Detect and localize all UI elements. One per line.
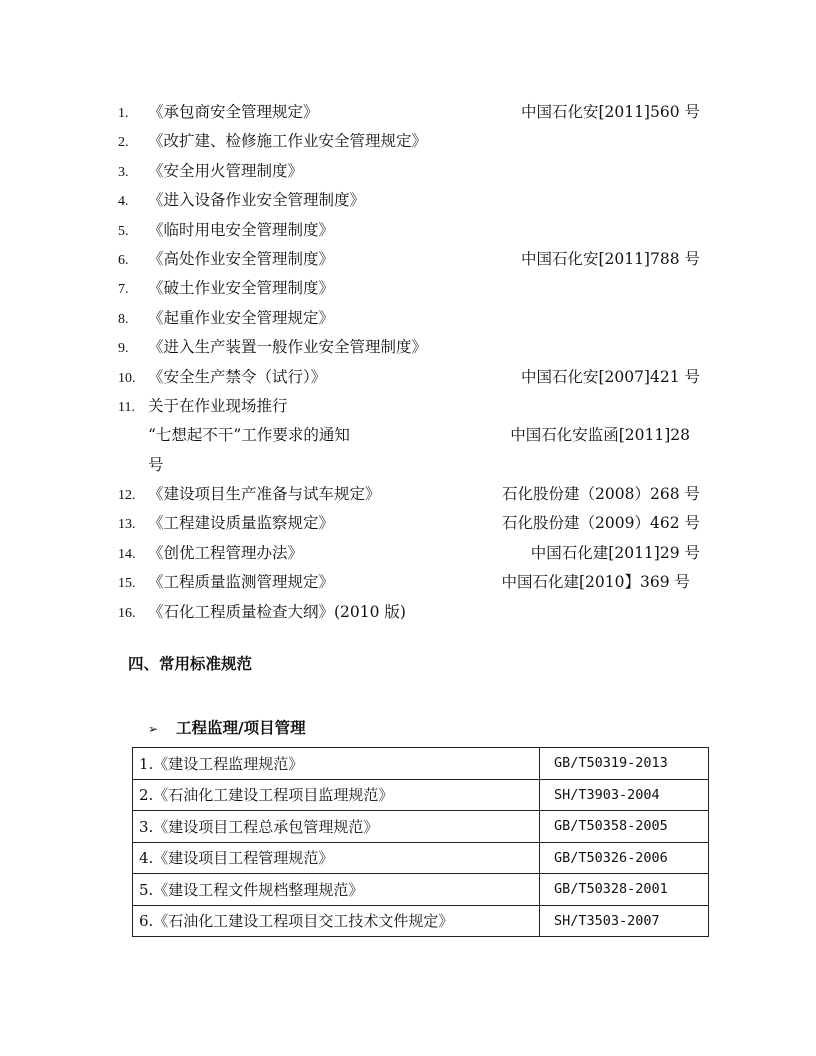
list-item bbox=[118, 157, 718, 186]
item-number: 4. bbox=[118, 194, 129, 210]
item-number: 14. bbox=[118, 546, 136, 562]
item-number: 10. bbox=[118, 370, 136, 386]
item-title: 《安全生产禁令（试行）》 bbox=[148, 367, 327, 386]
item-title: 《工程质量监测管理规定》 bbox=[148, 573, 335, 592]
table-row bbox=[133, 905, 709, 937]
standard-name: 4.《建设项目工程管理规范》 bbox=[133, 842, 540, 874]
standard-code: GB/T50326-2006 bbox=[540, 842, 709, 874]
item-title: 《承包商安全管理规定》 bbox=[148, 103, 319, 121]
standard-code: GB/T50328-2001 bbox=[540, 874, 709, 906]
item-title: 《起重作业安全管理规定》 bbox=[148, 308, 335, 327]
table-row bbox=[133, 748, 709, 780]
list-item-continuation bbox=[118, 451, 718, 480]
item-title: 《改扩建、检修施工作业安全管理规定》 bbox=[148, 132, 428, 151]
item-reference: 中国石化安监函[2011]28 bbox=[510, 426, 690, 445]
list-item bbox=[118, 274, 718, 303]
item-number: 6. bbox=[118, 252, 129, 268]
list-item bbox=[118, 98, 718, 127]
standard-name: 5.《建设工程文件规档整理规范》 bbox=[133, 874, 540, 906]
item-title: 《创优工程管理办法》 bbox=[148, 543, 304, 562]
standard-name: 1.《建设工程监理规范》 bbox=[133, 748, 540, 780]
table-row bbox=[133, 874, 709, 906]
list-item bbox=[118, 539, 718, 568]
item-title: 《建设项目生产准备与试车规定》 bbox=[148, 485, 381, 504]
item-number: 5. bbox=[118, 223, 129, 239]
standard-code: GB/T50319-2013 bbox=[540, 748, 709, 780]
item-reference-continuation: 号 bbox=[148, 455, 164, 474]
list-item bbox=[118, 392, 718, 421]
item-reference: 中国石化安[2007]421 号 bbox=[520, 367, 700, 386]
list-item bbox=[118, 304, 718, 333]
standard-code: GB/T50358-2005 bbox=[540, 811, 709, 843]
section-heading: 四、常用标准规范 bbox=[128, 655, 253, 673]
arrow-bullet-icon: ➢ bbox=[148, 722, 159, 736]
item-number: 2. bbox=[118, 135, 129, 151]
item-reference: 中国石化建[2010】369 号 bbox=[501, 573, 690, 592]
table-row bbox=[133, 811, 709, 843]
item-title: 《破土作业安全管理制度》 bbox=[148, 279, 335, 298]
list-item bbox=[118, 568, 718, 597]
standard-name: 2.《石油化工建设工程项目监理规范》 bbox=[133, 779, 540, 811]
item-title: 关于在作业现场推行 bbox=[148, 396, 288, 415]
table-row bbox=[133, 779, 709, 811]
item-title: 《工程建设质量监察规定》 bbox=[148, 514, 335, 533]
subsection-title: 工程监理/项目管理 bbox=[176, 719, 306, 737]
item-title: 《石化工程质量检查大纲》(2010 版) bbox=[148, 602, 406, 621]
item-title: 《进入设备作业安全管理制度》 bbox=[148, 191, 366, 210]
list-item-continuation bbox=[118, 421, 718, 450]
list-item bbox=[118, 186, 718, 215]
list-item bbox=[118, 509, 718, 538]
list-item bbox=[118, 245, 718, 274]
item-title: 《进入生产装置一般作业安全管理制度》 bbox=[148, 338, 428, 357]
item-title-line2: “七想起不干”工作要求的通知 bbox=[148, 426, 350, 445]
item-number: 15. bbox=[118, 576, 136, 592]
item-reference: 中国石化安[2011]788 号 bbox=[520, 249, 700, 268]
item-number: 16. bbox=[118, 605, 136, 621]
standards-table bbox=[132, 747, 709, 937]
item-number: 9. bbox=[118, 341, 129, 357]
table-row bbox=[133, 842, 709, 874]
item-reference: 石化股份建（2009）462 号 bbox=[502, 514, 700, 533]
item-title: 《安全用火管理制度》 bbox=[148, 161, 304, 180]
list-item bbox=[118, 363, 718, 392]
list-item bbox=[118, 127, 718, 156]
standard-name: 3.《建设项目工程总承包管理规范》 bbox=[133, 811, 540, 843]
list-item bbox=[118, 333, 718, 362]
item-reference: 石化股份建（2008）268 号 bbox=[502, 485, 700, 504]
list-item bbox=[118, 480, 718, 509]
item-number: 1. bbox=[118, 106, 129, 121]
item-number: 3. bbox=[118, 164, 129, 180]
item-title: 《高处作业安全管理制度》 bbox=[148, 249, 335, 268]
list-item bbox=[118, 598, 718, 627]
standard-code: SH/T3503-2007 bbox=[540, 905, 709, 937]
standard-name: 6.《石油化工建设工程项目交工技术文件规定》 bbox=[133, 905, 540, 937]
item-number: 12. bbox=[118, 488, 136, 504]
regulation-list bbox=[118, 98, 718, 627]
list-item bbox=[118, 216, 718, 245]
standard-code: SH/T3903-2004 bbox=[540, 779, 709, 811]
item-reference: 中国石化建[2011]29 号 bbox=[530, 543, 700, 562]
item-number: 11. bbox=[118, 399, 135, 415]
item-number: 13. bbox=[118, 517, 136, 533]
item-reference: 中国石化安[2011]560 号 bbox=[520, 103, 700, 121]
subsection-heading bbox=[148, 716, 306, 738]
item-number: 8. bbox=[118, 311, 129, 327]
item-title: 《临时用电安全管理制度》 bbox=[148, 220, 335, 239]
item-number: 7. bbox=[118, 282, 129, 298]
